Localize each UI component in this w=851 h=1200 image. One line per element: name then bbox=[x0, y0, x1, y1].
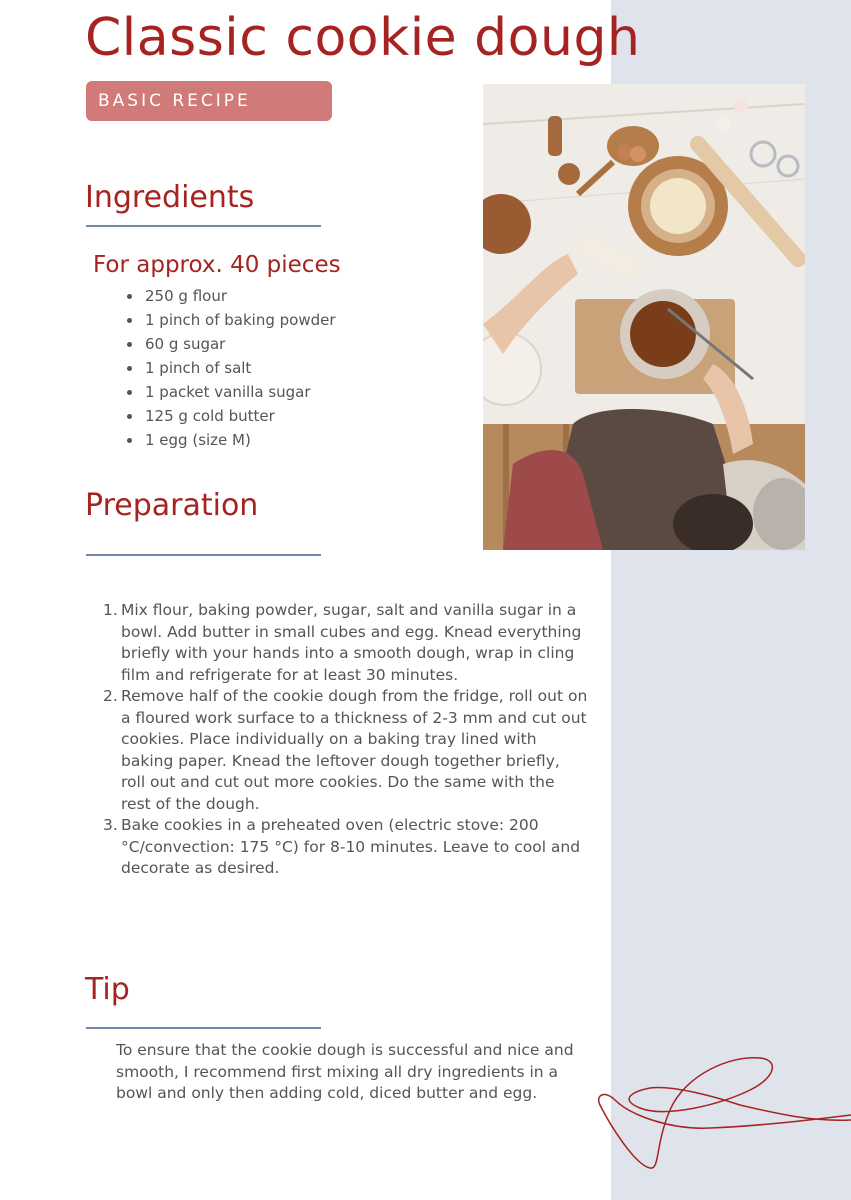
ingredients-list bbox=[120, 284, 336, 452]
list-item: • 1 pinch of salt bbox=[143, 356, 336, 380]
baking-photo bbox=[483, 84, 805, 550]
preparation-heading: Preparation bbox=[85, 488, 259, 523]
ingredients-divider bbox=[86, 225, 321, 227]
list-item: • 1 pinch of baking powder bbox=[143, 308, 336, 332]
list-item: • 60 g sugar bbox=[143, 332, 336, 356]
step-item bbox=[103, 686, 588, 815]
step-item bbox=[103, 600, 588, 686]
ingredients-heading: Ingredients bbox=[85, 180, 255, 215]
step-text: Bake cookies in a preheated oven (electric stove: 200 °C/convection: 175 °C) for 8-10 minutes. Leave to cool and decorate as desired. bbox=[121, 816, 581, 877]
step-text: Remove half of the cookie dough from the fridge, roll out on a floured work surface to a thickness of 2-3 mm and cut out cookies. Place individually on a baking tray lined with baking paper. Knead the leftover dough together briefly, roll out and cut out more cookies. Do the same with the rest of the dough. bbox=[121, 687, 588, 813]
tip-heading: Tip bbox=[85, 972, 130, 1007]
tip-text: To ensure that the cookie dough is successful and nice and smooth, I recommend first mixing all dry ingredients in a bowl and only then adding cold, diced butter and egg. bbox=[116, 1041, 574, 1102]
preparation-steps bbox=[103, 600, 588, 880]
scribble-decoration bbox=[590, 1050, 851, 1180]
list-item: • 1 packet vanilla sugar bbox=[143, 380, 336, 404]
recipe-badge: BASIC RECIPE bbox=[86, 81, 332, 121]
step-text: Mix flour, baking powder, sugar, salt and vanilla sugar in a bowl. Add butter in small cubes and egg. Knead everything briefly with your hands into a smooth dough, wrap in cling film and refrigerate for at least 30 minutes. bbox=[121, 601, 582, 684]
step-number: 3. bbox=[103, 816, 118, 834]
preparation-divider bbox=[86, 554, 321, 556]
step-number: 1. bbox=[103, 601, 118, 619]
ingredients-subheading: For approx. 40 pieces bbox=[93, 252, 341, 278]
list-item: • 1 egg (size M) bbox=[143, 428, 336, 452]
list-item: • 250 g flour bbox=[143, 284, 336, 308]
page-title: Classic cookie dough bbox=[85, 8, 641, 68]
step-item bbox=[103, 815, 588, 880]
list-item: • 125 g cold butter bbox=[143, 404, 336, 428]
step-number: 2. bbox=[103, 687, 118, 705]
tip-divider bbox=[86, 1027, 321, 1029]
